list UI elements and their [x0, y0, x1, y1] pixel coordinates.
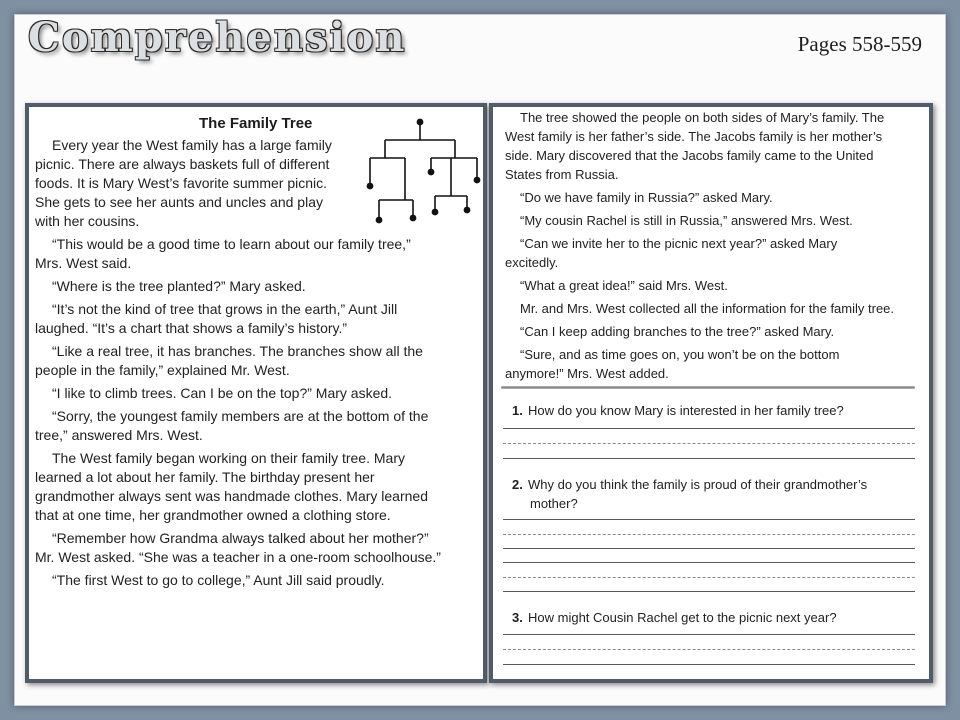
story-line: Mr. West asked. “She was a teacher in a one-room schoolhouse.”	[35, 549, 441, 565]
story-paragraph	[35, 571, 441, 590]
story-paragraph	[35, 407, 441, 445]
continuation-line: “My cousin Rachel is still in Russia,” answered Mrs. West.	[520, 213, 853, 228]
story-continuation	[505, 108, 894, 383]
answer-line-dashed	[503, 534, 915, 535]
answer-line-dashed	[503, 577, 915, 578]
story-line: grandmother always sent was handmade clothes. Mary learned	[35, 488, 428, 504]
question-number: 3.	[512, 610, 523, 625]
continuation-line: The tree showed the people on both sides of Mary’s family. The	[520, 110, 885, 125]
answer-line	[503, 428, 915, 429]
answer-line	[503, 591, 915, 592]
story-paragraph	[35, 449, 441, 525]
story-line: “The first West to go to college,” Aunt Jill said proudly.	[52, 572, 385, 588]
continuation-paragraph	[505, 211, 894, 230]
continuation-line: “Sure, and as time goes on, you won’t be on the bottom	[520, 347, 840, 362]
continuation-line: “What a great idea!” said Mrs. West.	[520, 278, 728, 293]
story-line: people in the family,” explained Mr. West.	[35, 362, 290, 378]
story-line: “Sorry, the youngest family members are at the bottom of the	[52, 408, 429, 424]
answer-line	[503, 548, 915, 549]
continuation-paragraph	[505, 188, 894, 207]
story-line: laughed. “It’s a chart that shows a family’s history.”	[35, 320, 348, 336]
story-line: “This would be a good time to learn about our family tree,”	[52, 236, 411, 252]
story-line: The West family began working on their family tree. Mary	[52, 450, 405, 466]
story-line: “I like to climb trees. Can I be on the top?” Mary asked.	[52, 385, 393, 401]
story-line: She gets to see her aunts and uncles and play	[35, 194, 323, 210]
continuation-paragraph	[505, 299, 894, 318]
story-title: The Family Tree	[199, 115, 313, 132]
continuation-line: anymore!” Mrs. West added.	[505, 366, 669, 381]
story-paragraph	[35, 300, 441, 338]
continuation-line: “Do we have family in Russia?” asked Mary.	[520, 190, 773, 205]
continuation-line: Mr. and Mrs. West collected all the information for the family tree.	[520, 301, 895, 316]
story-paragraph	[35, 529, 441, 567]
answer-line-dashed	[503, 649, 915, 650]
story-line: with her cousins.	[35, 213, 140, 229]
question-text: mother?	[530, 496, 578, 511]
continuation-paragraph	[505, 276, 894, 295]
story-paragraph	[35, 384, 441, 403]
continuation-line: West family is her father’s side. The Jacobs family is her mother’s	[505, 129, 883, 144]
story-line: “It’s not the kind of tree that grows in the earth,” Aunt Jill	[52, 301, 398, 317]
story-line: tree,” answered Mrs. West.	[35, 427, 203, 443]
page-reference: Pages 558-559	[797, 32, 922, 56]
story-paragraph	[35, 277, 441, 296]
section-divider	[501, 386, 915, 389]
story-line: “Like a real tree, it has branches. The branches show all the	[52, 343, 423, 359]
continuation-line: excitedly.	[505, 255, 559, 270]
story-text	[35, 136, 441, 590]
story-panel	[25, 103, 487, 683]
continuation-line: “Can we invite her to the picnic next year?” asked Mary	[520, 236, 838, 251]
continuation-line: States from Russia.	[505, 167, 619, 182]
question-number: 1.	[512, 403, 523, 418]
continuation-line: “Can I keep adding branches to the tree?” asked Mary.	[520, 324, 835, 339]
question-text: Why do you think the family is proud of their grandmother’s	[528, 477, 868, 492]
story-line: learned a lot about her family. The birthday present her	[35, 469, 375, 485]
question-number: 2.	[512, 477, 523, 492]
continuation-paragraph	[505, 108, 894, 184]
story-line: that at one time, her grandmother owned a clothing store.	[35, 507, 391, 523]
story-line: foods. It is Mary West’s favorite summer picnic.	[35, 175, 328, 191]
question-text: How might Cousin Rachel get to the picnic next year?	[528, 610, 837, 625]
continuation-paragraph	[505, 322, 894, 341]
slide-title: Comprehension	[28, 14, 407, 61]
answer-line	[503, 634, 915, 635]
story-line: “Remember how Grandma always talked about her mother?”	[52, 530, 429, 546]
continuation-paragraph	[505, 234, 894, 272]
story-line: Mrs. West said.	[35, 255, 132, 271]
question-text: How do you know Mary is interested in her family tree?	[528, 403, 844, 418]
answer-line	[503, 664, 915, 665]
answer-line	[503, 562, 915, 563]
story-paragraph	[35, 235, 441, 273]
answer-line	[503, 519, 915, 520]
continuation-line: side. Mary discovered that the Jacobs family came to the United	[505, 148, 874, 163]
answer-line-dashed	[503, 443, 915, 444]
story-paragraph	[35, 136, 441, 231]
answer-line	[503, 458, 915, 459]
continuation-paragraph	[505, 345, 894, 383]
story-line: Every year the West family has a large family	[52, 137, 332, 153]
story-line: “Where is the tree planted?” Mary asked.	[52, 278, 306, 294]
questions-panel	[489, 103, 933, 683]
story-line: picnic. There are always baskets full of different	[35, 156, 330, 172]
story-paragraph	[35, 342, 441, 380]
